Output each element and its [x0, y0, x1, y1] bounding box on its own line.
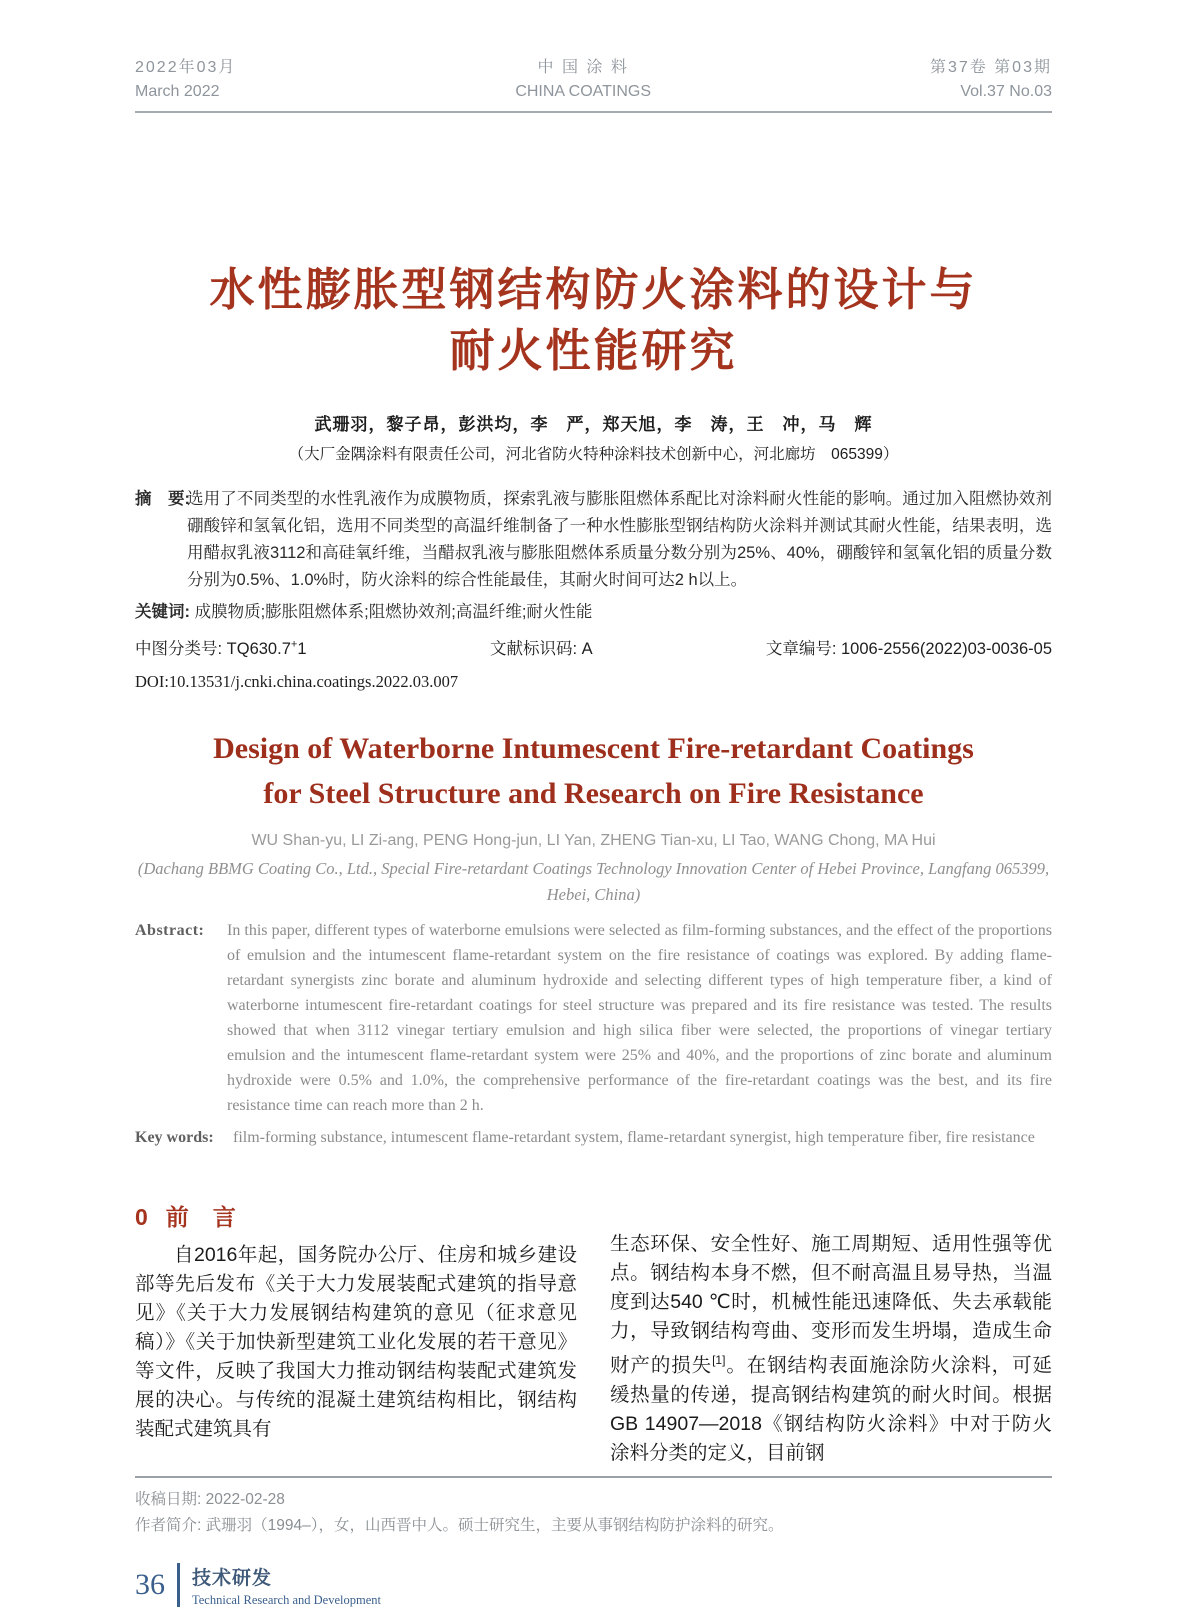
affiliation-en: (Dachang BBMG Coating Co., Ltd., Special Fire-retardant Coatings Technology Innovation Center of Hebei Province, Langfang 065399, Hebei, China)	[137, 859, 1050, 904]
keywords-cn-text: 成膜物质;膨胀阻燃体系;阻燃协效剂;高温纤维;耐火性能	[190, 603, 593, 621]
keywords-en-label: Key words:	[135, 1129, 214, 1146]
abstract-cn	[135, 486, 1052, 594]
body-columns	[135, 1202, 1052, 1468]
abstract-en-text: In this paper, different types of waterborne emulsions were selected as film-forming substances, and the effect of the proportions of emulsion and the intumescent flame-retardant system on the fire resistance of coatings was explored. By adding flame-retardant synergists zinc borate and aluminum hydroxide and selecting different types of high temperature fiber, a kind of waterborne intumescent fire-retardant coatings for steel structure was prepared and its fire resistance was tested. The results showed that when 3112 vinegar tertiary emulsion and high silica fiber were selected, the proportions of vinegar tertiary emulsion and the intumescent flame-retardant system were 25% and 40%, and the proportions of zinc borate and aluminum hydroxide were 0.5% and 1.0%, the comprehensive performance of the fire-retardant coatings was the best, and its fire resistance time can reach more than 2 h.	[227, 922, 1052, 1114]
keywords-en-text: film-forming substance, intumescent flame-retardant system, flame-retardant synergist, high temperature fiber, fire resistance	[233, 1129, 1035, 1146]
column-title	[192, 1563, 381, 1608]
article-id: 文章编号: 1006-2556(2022)03-0036-05	[765, 640, 1052, 658]
footnote	[135, 1487, 1052, 1539]
page-number: 36	[135, 1568, 165, 1601]
document-code: 文献标识码: A	[490, 640, 593, 658]
classification-row	[135, 635, 1052, 659]
date-cn: 2022年03月	[135, 59, 237, 76]
abstract-en-label: Abstract:	[135, 922, 205, 939]
article-title-en-line1: Design of Waterborne Intumescent Fire-retardant Coatings	[213, 732, 974, 765]
column-title-en: Technical Research and Development	[192, 1592, 381, 1607]
doi: DOI:10.13531/j.cnki.china.coatings.2022.03.007	[135, 672, 459, 691]
section-0-word2: 言	[212, 1204, 238, 1230]
intro-paragraph-left: 自2016年起，国务院办公厅、住房和城乡建设部等先后发布《关于大力发展装配式建筑的指导意见》《关于大力发展钢结构建筑的意见（征求意见稿）》《关于加快新型建筑工业化发展的若干意见》等文件，反映了我国大力推动钢结构装配式建筑发展的决心。与传统的混凝土建筑结构相比，钢结构装配式建筑具有	[135, 1244, 577, 1440]
body-column-right	[610, 1202, 1052, 1468]
footnote-divider	[135, 1476, 1052, 1478]
header-divider	[135, 111, 1052, 113]
abstract-cn-label: 摘 要:	[135, 490, 190, 508]
affiliation-cn: （大厂金隅涂料有限责任公司，河北省防火特种涂料技术创新中心，河北廊坊 065399）	[288, 446, 899, 463]
keywords-en	[135, 1125, 1052, 1150]
citation-1: [1]	[712, 1353, 726, 1367]
received-date: 收稿日期: 2022-02-28	[135, 1490, 285, 1508]
running-head-journal	[515, 56, 651, 104]
authors-cn: 武珊羽，黎子昂，彭洪均，李 严，郑天旭，李 涛，王 冲，马 辉	[314, 415, 873, 434]
article-title-cn-line1: 水性膨胀型钢结构防火涂料的设计与	[209, 264, 978, 315]
clc-prefix: 中图分类号: TQ630.7	[135, 640, 291, 658]
intro-right-after: 。在钢结构表面施涂防火涂料，可延缓热量的传递，提高钢结构建筑的耐火时间。根据GB 14907—2018《钢结构防火涂料》中对于防火涂料分类的定义，目前钢	[610, 1354, 1052, 1464]
running-head	[135, 56, 1052, 104]
journal-name-cn: 中 国 涂 料	[537, 59, 629, 76]
section-0-number: 0	[135, 1204, 148, 1230]
running-head-issue	[930, 56, 1052, 104]
date-en: March 2022	[135, 83, 220, 100]
intro-right-before: 生态环保、安全性好、施工周期短、适用性强等优点。钢结构本身不燃，但不耐高温且易导热，当温度到达540 ℃时，机械性能迅速降低、失去承载能力，导致钢结构弯曲、变形而发生坍塌，造成生命财产的损失	[610, 1233, 1052, 1377]
clc-tail: 1	[297, 640, 307, 658]
clc-superscript: +	[290, 638, 298, 651]
body-column-left	[135, 1202, 577, 1468]
running-head-date	[135, 56, 236, 104]
authors-en: WU Shan-yu, LI Zi-ang, PENG Hong-jun, LI Yan, ZHENG Tian-xu, LI Tao, WANG Chong, MA Hui	[251, 832, 936, 849]
article-title-cn	[135, 259, 1052, 381]
keywords-cn	[135, 599, 1052, 626]
article-title-cn-line2: 耐火性能研究	[449, 325, 738, 376]
keywords-cn-label: 关键词:	[135, 603, 190, 621]
page-footer	[135, 1563, 1052, 1608]
article-title-en-line2: for Steel Structure and Research on Fire Resistance	[263, 777, 924, 810]
footer-divider-bar	[177, 1563, 180, 1607]
clc-number	[135, 635, 490, 659]
journal-page	[135, 0, 1052, 1608]
issue-cn: 第37卷 第03期	[929, 59, 1052, 76]
author-bio: 作者简介: 武珊羽（1994–），女，山西晋中人。硕士研究生，主要从事钢结构防护涂料的研究。	[135, 1516, 784, 1534]
journal-name-en: CHINA COATINGS	[515, 83, 652, 100]
abstract-cn-text: 选用了不同类型的水性乳液作为成膜物质，探索乳液与膨胀阻燃体系配比对涂料耐火性能的影响。通过加入阻燃协效剂硼酸锌和氢氧化铝，选用不同类型的高温纤维制备了一种水性膨胀型钢结构防火涂料并测试其耐火性能，结果表明，选用醋叔乳液3112和高硅氧纤维，当醋叔乳液与膨胀阻燃体系质量分数分别为25%、40%，硼酸锌和氢氧化铝的质量分数分别为0.5%、1.0%时，防火涂料的综合性能最佳，其耐火时间可达2 h以上。	[187, 490, 1052, 589]
article-title-en	[135, 726, 1052, 816]
intro-paragraph-right	[610, 1230, 1052, 1468]
section-0-heading	[135, 1202, 577, 1232]
section-0-word1: 前	[165, 1204, 191, 1230]
abstract-en	[135, 918, 1052, 1118]
column-title-cn: 技术研发	[192, 1567, 273, 1589]
issue-en: Vol.37 No.03	[960, 83, 1052, 100]
